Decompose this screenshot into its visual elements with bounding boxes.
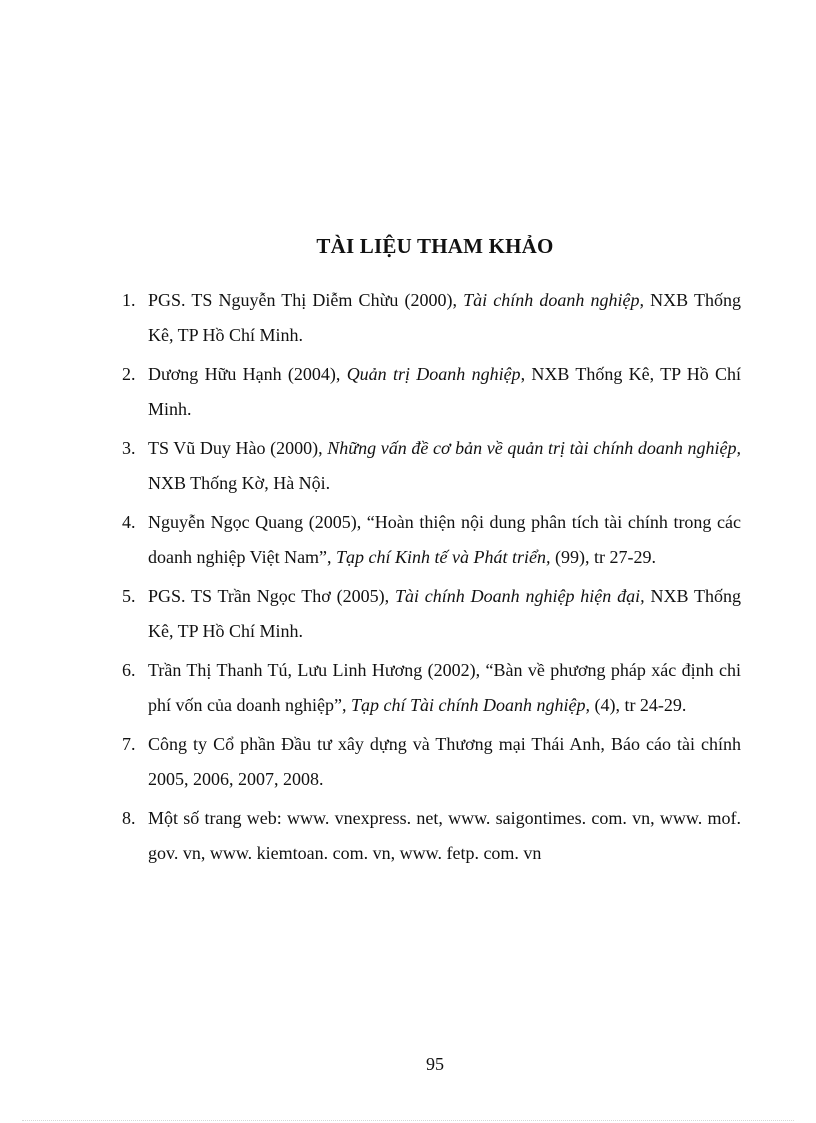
reference-item-4 [122,505,741,575]
reference-item-6 [122,653,741,723]
reference-text: TS Vũ Duy Hào (2000), [148,438,328,458]
reference-text: PGS. TS Trần Ngọc Thơ (2005), [148,586,395,606]
reference-title: Những vấn đề cơ bản về quản trị tài chính doanh nghiệp, [327,438,741,458]
reference-item-8 [122,801,741,871]
reference-title: Tài chính Doanh nghiệp hiện đại, [394,586,645,606]
reference-number: 1. [122,290,136,310]
reference-number: 3. [122,438,136,458]
reference-item-5 [122,579,741,649]
reference-publisher: , NXB Thống Kê, TP Hồ Chí Minh. [148,364,741,419]
reference-number: 6. [122,660,136,680]
page-number: 95 [426,1054,444,1074]
reference-title: Tài chính doanh nghiệp, [463,290,645,310]
reference-item-2 [122,357,741,427]
reference-item-7 [122,727,741,797]
reference-number: 2. [122,364,136,384]
reference-text: PGS. TS Nguyễn Thị Diễm Chừu (2000), [148,290,464,310]
reference-number: 5. [122,586,136,606]
reference-publisher: NXB Thống Kê, TP Hồ Chí Minh. [148,586,741,641]
reference-text: Nguyễn Ngọc Quang (2005), “Hoàn thiện nội dung phân tích tài chính trong các doanh nghiệp Việt Nam”, [148,512,741,567]
reference-text: Công ty Cổ phần Đầu tư xây dựng và Thương mại Thái Anh, Báo cáo tài chính 2005, 2006, 2007, 2008. [148,734,741,789]
reference-item-3 [122,431,741,501]
reference-number: 8. [122,808,136,828]
reference-publisher: NXB Thống Kờ, Hà Nội. [148,473,331,493]
reference-list [122,283,741,875]
reference-number: 4. [122,512,136,532]
reference-text: Trần Thị Thanh Tú, Lưu Linh Hương (2002), “Bàn về phương pháp xác định chi phí vốn của doanh nghiệp”, [148,660,741,715]
reference-item-1 [122,283,741,353]
reference-publisher: (99), tr 27-29. [550,547,657,567]
reference-title: Tạp chí Kinh tế và Phát triển, [336,547,551,567]
reference-number: 7. [122,734,136,754]
reference-text: Dương Hữu Hạnh (2004), [148,364,347,384]
reference-publisher: (4), tr 24-29. [589,695,687,715]
page-bottom-divider [22,1120,794,1121]
page-title: TÀI LIỆU THAM KHẢO [316,234,554,258]
reference-title: Tạp chí Tài chính Doanh nghiệp, [350,695,590,715]
reference-title: Quản trị Doanh nghiệp [346,364,521,384]
reference-publisher: NXB Thống Kê, TP Hồ Chí Minh. [148,290,741,345]
reference-text: Một số trang web: www. vnexpress. net, www. saigontimes. com. vn, www. mof. gov. vn, www. kiemtoan. com. vn, www. fetp. com. vn [148,808,741,863]
